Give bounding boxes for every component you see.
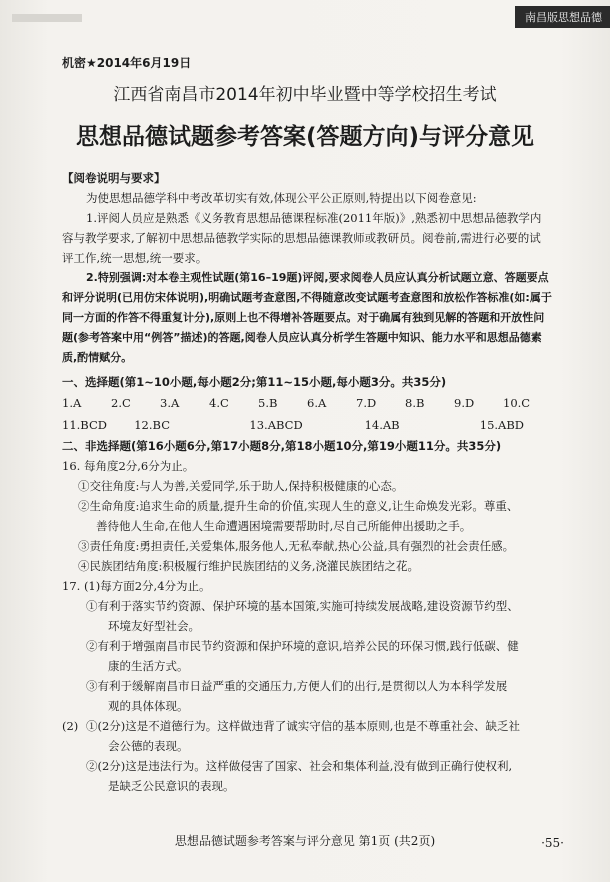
reading-header: 【阅卷说明与要求】 [62,171,166,185]
document-title: 思想品德试题参考答案(答题方向)与评分意见 [75,124,535,150]
answer-line-cont: 环境友好型社会。 [108,619,200,633]
answer-line: ②生命角度:追求生命的质量,提升生命的价值,实现人生的意义,让生命焕发光彩。尊重、 [78,499,519,513]
q17-part2 [62,716,552,796]
choice-answer: 11.BCD [62,418,107,432]
choice-answers-row-1 [62,392,552,414]
choice-answer: 1.A [62,396,82,410]
answer-line: ②(2分)这是违法行为。这样做侵害了国家、社会和集体利益,没有做到正确行使权利, [86,759,513,773]
choice-answer: 4.C [209,396,229,410]
confidential-date: 机密★2014年6月19日 [62,56,192,70]
answer-line-cont: 观的具体体现。 [108,699,189,713]
answer-line: ④民族团结角度:积极履行维护民族团结的义务,浇灌民族团结之花。 [78,559,420,573]
choice-answer: 14.AB [364,418,400,432]
q16-item-3 [62,536,552,556]
choice-answer: 3.A [160,396,180,410]
q16-item-2 [62,496,552,536]
choice-answer: 5.B [258,396,278,410]
reading-intro: 为使思想品德学科中考改革切实有效,体现公平公正原则,特提出以下阅卷意见: [86,191,477,205]
choice-answer: 9.D [454,396,475,410]
section-choice-header: 一、选择题(第1~10小题,每小题2分;第11~15小题,每小题3分。共35分) [62,375,447,389]
q17-part2-label: (2) [62,719,79,733]
q16-item-1 [62,476,552,496]
bleed-through-mark [12,14,82,22]
choice-answers-row-2 [62,414,552,436]
answer-content [62,168,552,796]
choice-answer: 6.A [307,396,327,410]
q16-stem: 16. 每角度2分,6分为止。 [62,459,195,473]
answer-line: ①有利于落实节约资源、保护环境的基本国策,实施可持续发展战略,建设资源节约型、 [86,599,519,613]
q17-item-2 [62,636,552,676]
answer-line: ③责任角度:勇担责任,关爱集体,服务他人,无私奉献,热心公益,具有强烈的社会责任感。 [78,539,515,553]
section-nonchoice-header: 二、非选择题(第16小题6分,第17小题8分,第18小题10分,第19小题11分。共35分) [62,439,502,453]
answer-line: ①(2分)这是不道德行为。这样做违背了诚实守信的基本原则,也是不尊重社会、缺乏社 [86,719,520,733]
q17-stem: 17. (1)每方面2分,4分为止。 [62,579,211,593]
reading-rule-1: 1.评阅人员应是熟悉《义务教育思想品德课程标准(2011年版)》,熟悉初中思想品德教学内容与教学要求,了解初中思想品德教学实际的思想品德课教师或教研员。阅卷前,需进行必要的试评工作,统一思想,统一要求。 [62,211,542,265]
choice-answer: 7.D [356,396,377,410]
edition-tag: 南昌版思想品德 [515,6,610,28]
q17-item-1 [62,596,552,636]
answer-line: ②有利于增强南昌市民节约资源和保护环境的意识,培养公民的环保习惯,践行低碳、健 [86,639,519,653]
answer-line: ③有利于缓解南昌市日益严重的交通压力,方便人们的出行,是贯彻以人为本科学发展 [86,679,508,693]
choice-answer: 13.ABCD [249,418,303,432]
q17-item-3 [62,676,552,716]
answer-line-cont: 会公德的表现。 [108,739,189,753]
answer-line: ①交往角度:与人为善,关爱同学,乐于助人,保持积极健康的心态。 [78,479,404,493]
choice-answer: 8.B [405,396,425,410]
choice-answer: 10.C [503,396,531,410]
page-footer: 思想品德试题参考答案与评分意见 第1页 (共2页) [174,834,436,848]
answer-line-cont: 是缺乏公民意识的表现。 [108,779,235,793]
answer-line-cont: 善待他人生命,在他人生命遭遇困境需要帮助时,尽自己所能伸出援助之手。 [96,519,472,533]
choice-answer: 2.C [111,396,131,410]
page-number: ·55· [541,836,564,850]
choice-answer: 12.BC [134,418,170,432]
answer-line-cont: 康的生活方式。 [108,659,189,673]
reading-rule-2: 2.特别强调:对本卷主观性试题(第16–19题)评阅,要求阅卷人员应认真分析试题立意、答题要点和评分说明(已用仿宋体说明),明确试题考查意图,不得随意改变试题考查意图和放松作答标准(如:属于同一方面的作答不得重复计分),原则上也不得增补答题要点。对于确属有独到见解的答题和开放性问题(参考答案中用“例答”描述)的答题,阅卷人员应认真分析学生答题中知识、能力水平和思想品德素质,酌情赋分。 [62,271,552,364]
q16-item-4 [62,556,552,576]
choice-answer: 15.ABD [479,418,525,432]
exam-title: 江西省南昌市2014年初中毕业暨中等学校招生考试 [113,85,497,105]
